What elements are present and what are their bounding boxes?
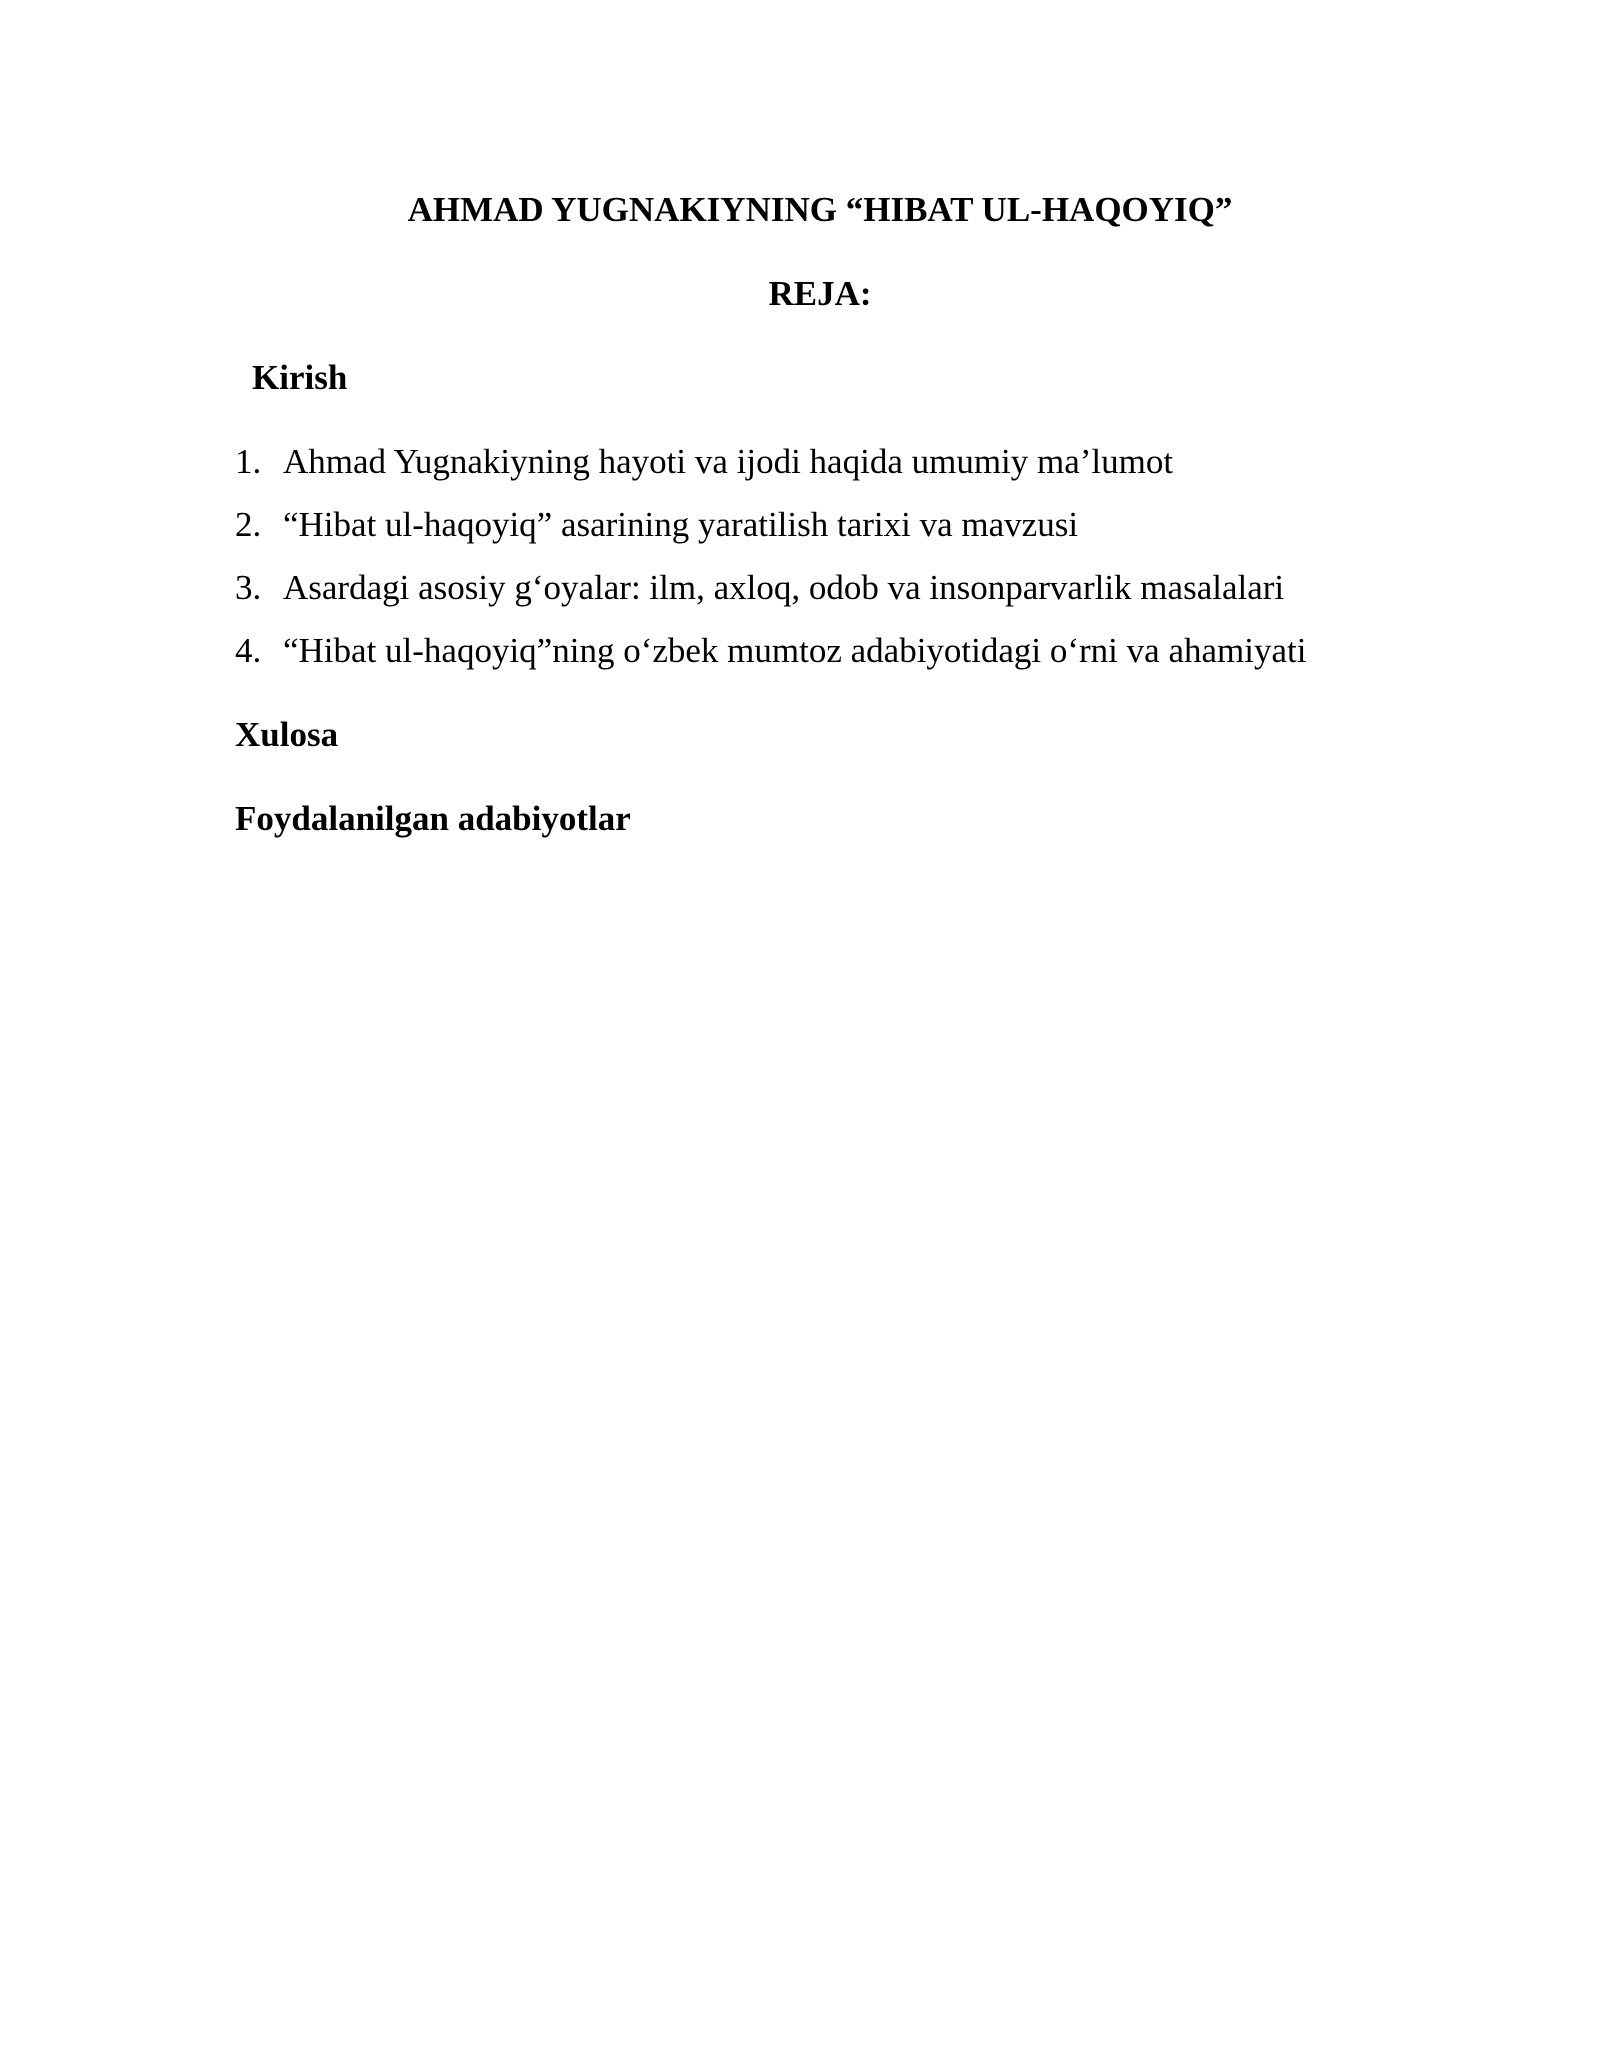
- plan-item-text: “Hibat ul-haqoyiq”ning o‘zbek mumtoz adabiyotidagi o‘rni va ahamiyati: [283, 631, 1307, 670]
- plan-item: [235, 503, 1306, 566]
- plan-item-number: 4.: [235, 631, 262, 670]
- plan-item: [235, 440, 1306, 503]
- plan-item: [235, 566, 1306, 629]
- plan-item-text: Asardagi asosiy g‘oyalar: ilm, axloq, odob va insonparvarlik masalalari: [283, 568, 1285, 607]
- intro-heading: Kirish: [252, 358, 348, 397]
- plan-heading: REJA:: [768, 274, 872, 313]
- plan-item-number: 2.: [235, 505, 262, 544]
- plan-list: [235, 440, 1306, 692]
- conclusion-heading: Xulosa: [235, 715, 339, 754]
- plan-item-text: Ahmad Yugnakiyning hayoti va ijodi haqida umumiy ma’lumot: [283, 442, 1174, 481]
- plan-item-number: 3.: [235, 568, 262, 607]
- document-title: AHMAD YUGNAKIYNING “HIBAT UL-HAQOYIQ”: [407, 190, 1233, 229]
- plan-item: [235, 629, 1306, 692]
- plan-item-text: “Hibat ul-haqoyiq” asarining yaratilish tarixi va mavzusi: [283, 505, 1079, 544]
- plan-item-number: 1.: [235, 442, 262, 481]
- references-heading: Foydalanilgan adabiyotlar: [235, 799, 631, 838]
